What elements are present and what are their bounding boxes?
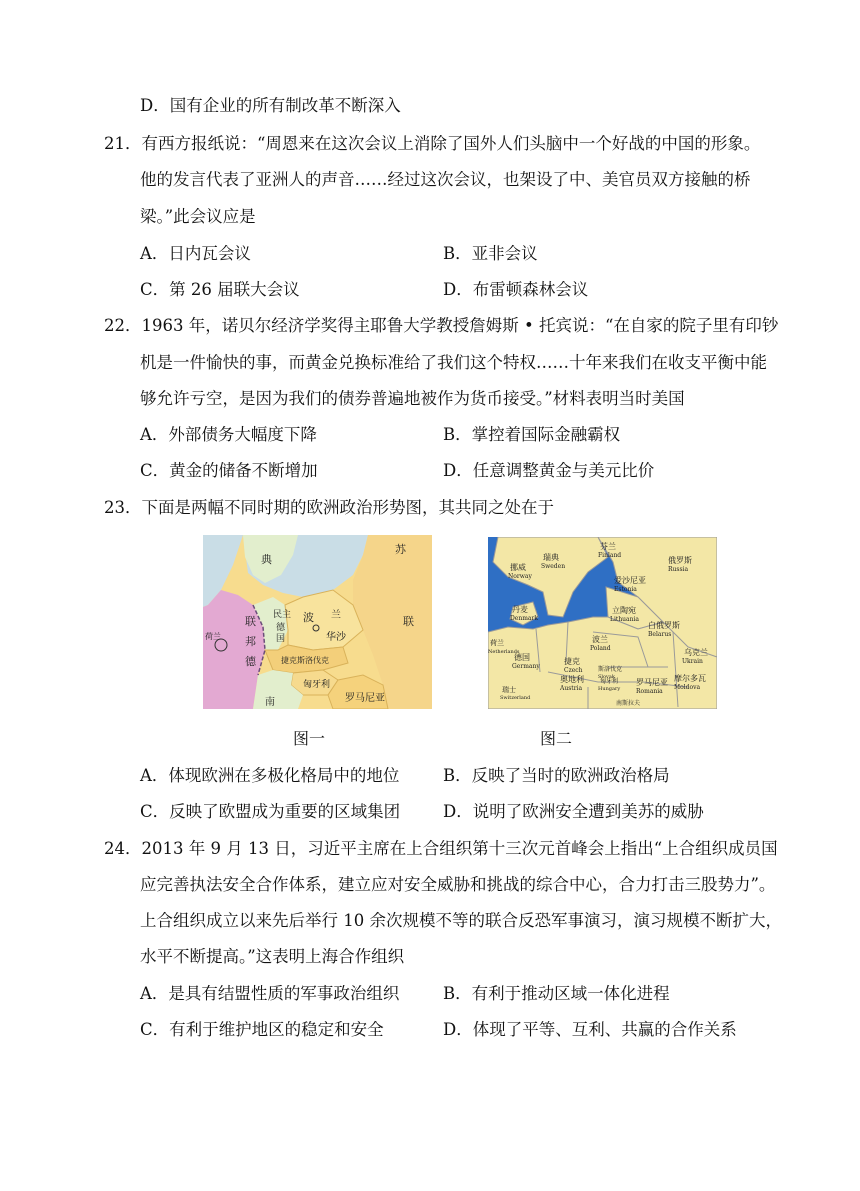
map2-label-denmark-zh: 丹麦	[512, 605, 528, 614]
question-24-option-a: A．是具有结盟性质的军事政治组织	[140, 984, 400, 1003]
map1-label-helan: 荷兰	[205, 632, 221, 641]
question-24-stem-line-4: 水平不断提高。”这表明上海合作组织	[140, 947, 405, 966]
question-24-stem-line-2: 应完善执法安全合作体系，建立应对安全威胁和挑战的综合中心，合力打击三股势力”。	[140, 875, 776, 894]
question-23-option-a: A．体现欧洲在多极化格局中的地位	[140, 766, 400, 785]
map1-label-lian2: 联	[245, 615, 256, 628]
map2-label-belarus-en: Belarus	[648, 631, 672, 638]
question-22-option-d: D．任意调整黄金与美元比价	[443, 461, 655, 480]
question-21-option-a: A．日内瓦会议	[140, 244, 251, 263]
map1-label-minzhu: 民主	[273, 610, 292, 620]
map2-label-slovakia-zh: 斯洛伐克	[598, 666, 623, 673]
map2-label-slovakia-en: Slovak	[598, 674, 615, 680]
question-22-option-a: A．外部债务大幅度下降	[140, 425, 317, 444]
question-24-option-c: C．有利于维护地区的稳定和安全	[140, 1020, 384, 1039]
map2-label-moldova-en: Moldova	[674, 684, 701, 691]
map1-label-de: 德	[276, 623, 286, 633]
map1-label-nan: 南	[265, 697, 275, 708]
map2-label-ukraine-zh: 乌克兰	[684, 648, 708, 657]
map2-label-sweden-zh: 瑞典	[543, 553, 559, 562]
map1-label-bo: 波	[303, 611, 314, 624]
question-22-stem-line-1: 22．1963 年，诺贝尔经济学奖得主耶鲁大学教授詹姆斯 • 托宾说：“在自家的院子里有印钞	[104, 316, 779, 335]
map1-label-luomaniya: 罗马尼亚	[345, 693, 385, 704]
map2-label-romania-zh: 罗马尼亚	[636, 678, 668, 687]
map1-label-lian: 联	[403, 615, 414, 628]
map2-label-denmark-en: Denmark	[510, 615, 538, 622]
map2-label-poland-en: Poland	[590, 645, 611, 652]
question-23-option-d: D．说明了欧洲安全遭到美苏的威胁	[443, 802, 704, 821]
map2-label-finland-en: Finland	[598, 552, 622, 559]
map2-label-germany-en: Germany	[512, 663, 540, 670]
question-21-stem-line-3: 梁。”此会议应是	[140, 207, 256, 226]
map-figure-2-caption: 图二	[540, 729, 573, 748]
question-23-option-c: C．反映了欧盟成为重要的区域集团	[140, 802, 401, 821]
map1-label-huasha: 华沙	[326, 632, 346, 643]
map1-label-guo: 国	[276, 634, 286, 644]
map2-label-estonia-zh: 爱沙尼亚	[614, 576, 646, 585]
map2-label-ukraine-en: Ukrain	[682, 658, 703, 665]
map2-label-netherlands-en: Netherlands	[488, 649, 520, 655]
question-21-option-d: D．布雷顿森林会议	[443, 280, 589, 299]
map-figure-1	[203, 535, 432, 709]
map-figure-2	[488, 537, 717, 709]
map2-label-norway-en: Norway	[508, 573, 532, 580]
question-24-option-b: B．有利于推动区域一体化进程	[443, 984, 670, 1003]
map1-label-lan: 兰	[331, 610, 341, 621]
question-22-option-b: B．掌控着国际金融霸权	[443, 425, 621, 444]
map2-label-switzerland-zh: 瑞士	[502, 686, 516, 694]
question-22-stem-line-2: 机是一件愉快的事，而黄金兑换标准给了我们这个特权……十年来我们在收支平衡中能	[140, 353, 767, 372]
map1-label-bang: 邦	[245, 635, 256, 648]
question-23-stem: 23．下面是两幅不同时期的欧洲政治形势图，其共同之处在于	[104, 498, 554, 517]
question-24-option-d: D．体现了平等、互利、共赢的合作关系	[443, 1020, 737, 1039]
map2-label-yugoslavia-zh: 南斯拉夫	[616, 700, 641, 707]
map2-label-hungary-en: Hungary	[598, 686, 621, 692]
map2-label-lithuania-zh: 立陶宛	[612, 606, 636, 615]
map1-label-de2: 德	[245, 655, 256, 668]
map2-label-switzerland-en: Switzerland	[500, 695, 531, 701]
map2-label-czech-en: Czech	[564, 667, 583, 674]
map2-label-lithuania-en: Lithuania	[610, 616, 639, 623]
map2-label-romania-en: Romania	[636, 688, 663, 695]
map2-label-hungary-zh: 匈牙利	[600, 678, 619, 685]
question-22-stem-line-3: 够允许亏空，是因为我们的债券普遍地被作为货币接受。”材料表明当时美国	[140, 389, 685, 408]
map2-label-germany-zh: 德国	[514, 653, 530, 662]
question-21-option-b: B．亚非会议	[443, 244, 538, 263]
map1-label-xiongyali: 匈牙利	[303, 680, 331, 690]
question-21-stem-line-2: 他的发言代表了亚洲人的声音……经过这次会议，也架设了中、美官员双方接触的桥	[140, 170, 751, 189]
map-figure-1-caption: 图一	[293, 729, 326, 748]
map2-label-finland-zh: 芬兰	[600, 542, 616, 551]
map2-label-poland-zh: 波兰	[592, 635, 608, 644]
map2-label-austria-en: Austria	[560, 685, 583, 692]
question-21-stem-line-1: 21．有西方报纸说：“周恩来在这次会议上消除了国外人们头脑中一个好战的中国的形象。	[104, 134, 761, 153]
map2-label-netherlands-zh: 荷兰	[490, 639, 504, 647]
question-24-stem-line-3: 上合组织成立以来先后举行 10 余次规模不等的联合反恐军事演习，演习规模不断扩大，	[140, 911, 782, 930]
map2-label-austria-zh: 奥地利	[560, 675, 584, 684]
map2-label-moldova-zh: 摩尔多瓦	[674, 674, 706, 683]
question-24-stem-line-1: 24．2013 年 9 月 13 日，习近平主席在上合组织第十三次元首峰会上指出“上合组织成员国	[104, 839, 778, 858]
map1-label-su: 苏	[395, 543, 406, 556]
map2-label-sweden-en: Sweden	[541, 563, 566, 570]
map1-label-jieke: 捷克斯洛伐克	[281, 656, 329, 665]
map2-label-belarus-zh: 白俄罗斯	[648, 621, 680, 630]
question-22-option-c: C．黄金的储备不断增加	[140, 461, 318, 480]
map2-label-russia-en: Russia	[668, 566, 689, 573]
map2-label-estonia-en: Estonia	[614, 586, 637, 593]
map1-label-dian: 典	[261, 553, 272, 566]
map2-label-russia-zh: 俄罗斯	[668, 556, 692, 565]
prev-question-option-d: D．国有企业的所有制改革不断深入	[140, 96, 401, 115]
question-23-option-b: B．反映了当时的欧洲政治格局	[443, 766, 670, 785]
question-21-option-c: C．第 26 届联大会议	[140, 280, 300, 299]
map2-label-czech-zh: 捷克	[564, 657, 580, 666]
map2-label-norway-zh: 挪威	[510, 563, 526, 572]
